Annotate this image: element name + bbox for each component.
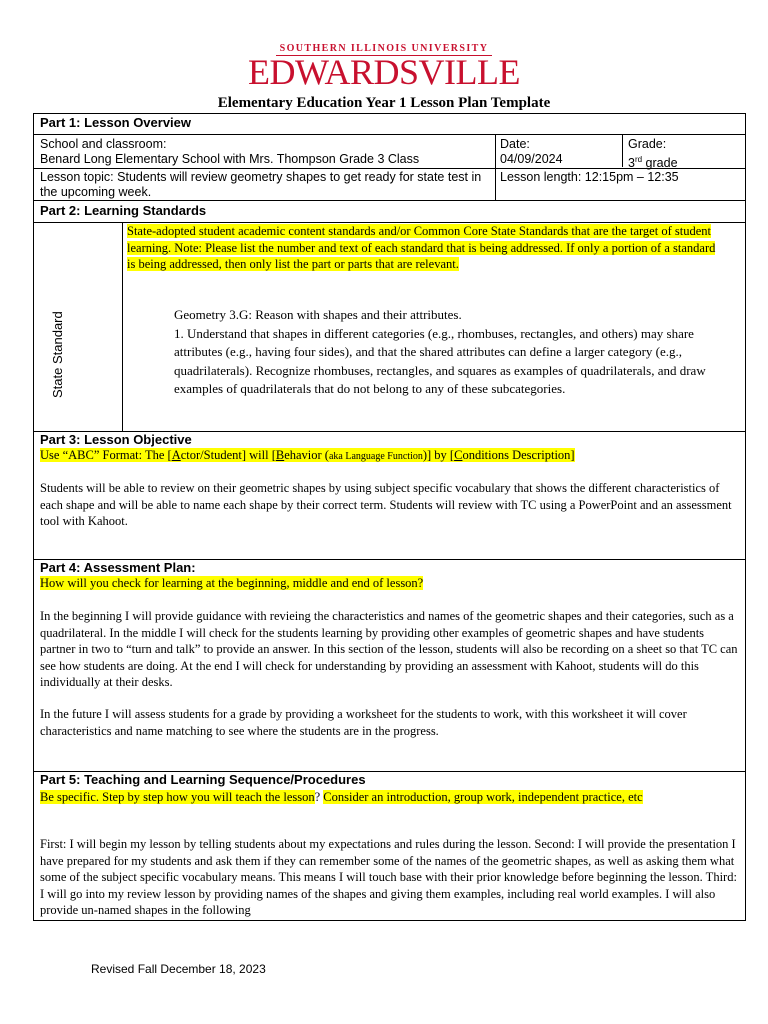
part2-section <box>33 200 746 432</box>
state-standard-side-label: State Standard <box>50 311 65 398</box>
part5-section <box>33 771 746 921</box>
part3-heading: Part 3: Lesson Objective <box>40 432 192 447</box>
standard-title: Geometry 3.G: Reason with shapes and their attributes. <box>174 307 462 322</box>
abc-format-prompt: Use “ABC” Format: The [Actor/Student] will [Behavior (aka Language Function)] by [Conditions Description] <box>40 448 575 462</box>
standard-text: 1. Understand that shapes in different categories (e.g., rhombuses, rectangles, and others) may share attributes (e.g., having four sides), and that the shared attributes can define a larger category (e.g., quadrilaterals). Recognize rhombuses, rectangles, and squares as examples of quadrilaterals, and draw examples of quadrilaterals that do not belong to any of these subcategories. <box>174 325 706 396</box>
lesson-length: Lesson length: 12:15pm – 12:35 <box>500 170 679 184</box>
date-cell <box>500 137 563 167</box>
school-classroom <box>40 137 492 167</box>
standards-instruction: State-adopted student academic content standards and/or Common Core State Standards that are the target of student learning. Note: Please list the number and text of each standard that is being addressed. If only a portion of a standard is being addressed, then only list the part or parts that are relevant. <box>127 224 716 271</box>
procedures-text: First: I will begin my lesson by telling students about my expectations and rules during the lesson. Second: I will provide the presentation I have prepared for my students and ask them if they can remember some of the names of the geometric shapes, as well as asking them what some of the subject specific vocabulary means. This means I will touch base with their prior knowledge before beginning the lesson. Third: I will go into my review lesson by providing names of the shapes and giving them examples, including real world examples. I will also provide un-named shapes in the following <box>40 837 737 917</box>
assessment-prompt: How will you check for learning at the beginning, middle and end of lesson? <box>40 576 424 590</box>
university-logo <box>0 38 768 92</box>
assessment-paragraph-2: In the future I will assess students for a grade by providing a worksheet for the students to work, with this worksheet it will cover characteristics and name matching to see where the students are in the progress. <box>40 707 687 738</box>
grade-value: 3rd grade <box>628 155 678 171</box>
school-value: Benard Long Elementary School with Mrs. Thompson Grade 3 Class <box>40 152 420 166</box>
assessment-paragraph-1: In the beginning I will provide guidance with revieing the characteristics and names of the geometric shapes and their categories, such as a quadrilateral. In the middle I will check for the students learning by providing other examples of geometric shapes and have students partner in two to “turn and talk” to provide an answer. In this section of the lesson, students will also be recording on a sheet so that TC can see how students are doing. At the end I will check for understanding by providing an assessment with Kahoot, students will do this individually at their desks. <box>40 609 738 689</box>
logo-university-name: SOUTHERN ILLINOIS UNIVERSITY <box>276 43 493 56</box>
procedures-prompt: Be specific. Step by step how you will teach the lesson? Consider an introduction, group work, independent practice, etc <box>40 790 643 804</box>
logo-campus-name: EDWARDSVILLE <box>248 52 520 92</box>
part1-heading: Part 1: Lesson Overview <box>40 115 192 130</box>
part1-section <box>33 113 746 201</box>
grade-label: Grade: <box>628 137 667 151</box>
grade-cell <box>628 137 678 171</box>
part4-heading: Part 4: Assessment Plan: <box>40 560 196 575</box>
date-label: Date: <box>500 137 530 151</box>
lesson-topic: Lesson topic: Students will review geometry shapes to get ready for state test in the upcoming week. <box>40 170 482 199</box>
part5-heading: Part 5: Teaching and Learning Sequence/Procedures <box>40 772 366 787</box>
document-title: Elementary Education Year 1 Lesson Plan Template <box>217 95 551 111</box>
part4-section <box>33 559 746 772</box>
lesson-objective-text: Students will be able to review on their geometric shapes by using subject specific vocabulary that shows the different characteristics of each shape and will be able to name each shape by their correct term. Students will review with TC using a PowerPoint and an assessment tool with Kahoot. <box>40 481 732 528</box>
date-value: 04/09/2024 <box>500 152 563 166</box>
part2-heading: Part 2: Learning Standards <box>40 203 207 218</box>
part3-section <box>33 431 746 560</box>
school-label: School and classroom: <box>40 137 167 151</box>
revision-footer: Revised Fall December 18, 2023 <box>91 962 266 976</box>
standard-content <box>174 306 714 399</box>
